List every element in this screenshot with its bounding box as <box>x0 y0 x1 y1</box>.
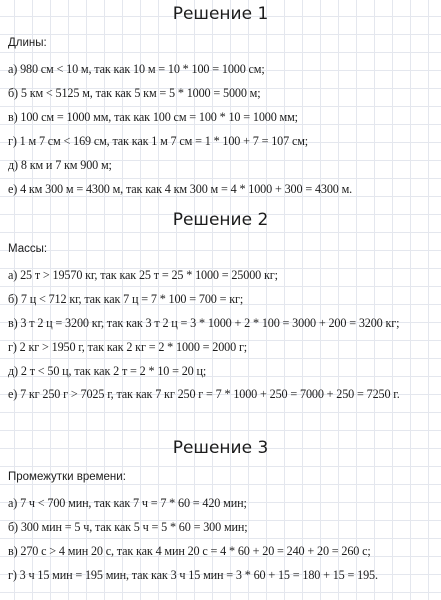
solution-line: д) 2 т < 50 ц, так как 2 т = 2 * 10 = 20 ц; <box>8 364 207 378</box>
solution-1-title: Решение 1 <box>172 4 269 24</box>
solution-2-subtitle: Массы: <box>8 243 48 255</box>
solution-line: б) 300 мин = 5 ч, так как 5 ч = 5 * 60 = 300 мин; <box>8 520 248 534</box>
solution-line: а) 7 ч < 700 мин, так как 7 ч = 7 * 60 = 420 мин; <box>8 496 247 510</box>
solution-line: г) 3 ч 15 мин = 195 мин, так как 3 ч 15 мин = 3 * 60 + 15 = 180 + 15 = 195. <box>8 568 378 582</box>
solution-1 <box>0 2 441 202</box>
solution-line: в) 270 с > 4 мин 20 с, так как 4 мин 20 с = 4 * 60 + 20 = 240 + 20 = 260 с; <box>8 544 371 558</box>
solution-line: е) 7 кг 250 г > 7025 г, так как 7 кг 250 г = 7 * 1000 + 250 = 7000 + 250 = 7250 г. <box>8 387 400 401</box>
solution-line: г) 1 м 7 см < 169 см, так как 1 м 7 см = 1 * 100 + 7 = 107 см; <box>8 134 308 148</box>
solution-line: е) 4 км 300 м = 4300 м, так как 4 км 300 м = 4 * 1000 + 300 = 4300 м. <box>8 182 353 196</box>
solution-3-subtitle: Промежутки времени: <box>8 471 126 483</box>
solution-2 <box>0 208 441 408</box>
solution-line: б) 7 ц < 712 кг, так как 7 ц = 7 * 100 = 700 = кг; <box>8 292 244 306</box>
solution-line: а) 25 т > 19570 кг, так как 25 т = 25 * 1000 = 25000 кг; <box>8 268 278 282</box>
solution-line: в) 100 см = 1000 мм, так как 100 см = 100 * 10 = 1000 мм; <box>8 110 298 124</box>
solution-line: г) 2 кг > 1950 г, так как 2 кг = 2 * 1000 = 2000 г; <box>8 340 248 354</box>
solution-line: б) 5 км < 5125 м, так как 5 км = 5 * 1000 = 5000 м; <box>8 86 261 100</box>
solution-line: д) 8 км и 7 км 900 м; <box>8 158 112 172</box>
solution-3-lines <box>0 492 441 588</box>
solution-1-subtitle: Длины: <box>8 37 47 49</box>
solution-2-title: Решение 2 <box>172 210 269 230</box>
solution-line: в) 3 т 2 ц = 3200 кг, так как 3 т 2 ц = 3 * 1000 + 2 * 100 = 3000 + 200 = 3200 кг; <box>8 316 400 330</box>
solution-2-lines <box>0 264 441 408</box>
solution-3-title: Решение 3 <box>172 438 269 458</box>
solution-1-lines <box>0 58 441 202</box>
solution-line: а) 980 см < 10 м, так как 10 м = 10 * 100 = 1000 см; <box>8 62 265 76</box>
solution-3 <box>0 436 441 588</box>
